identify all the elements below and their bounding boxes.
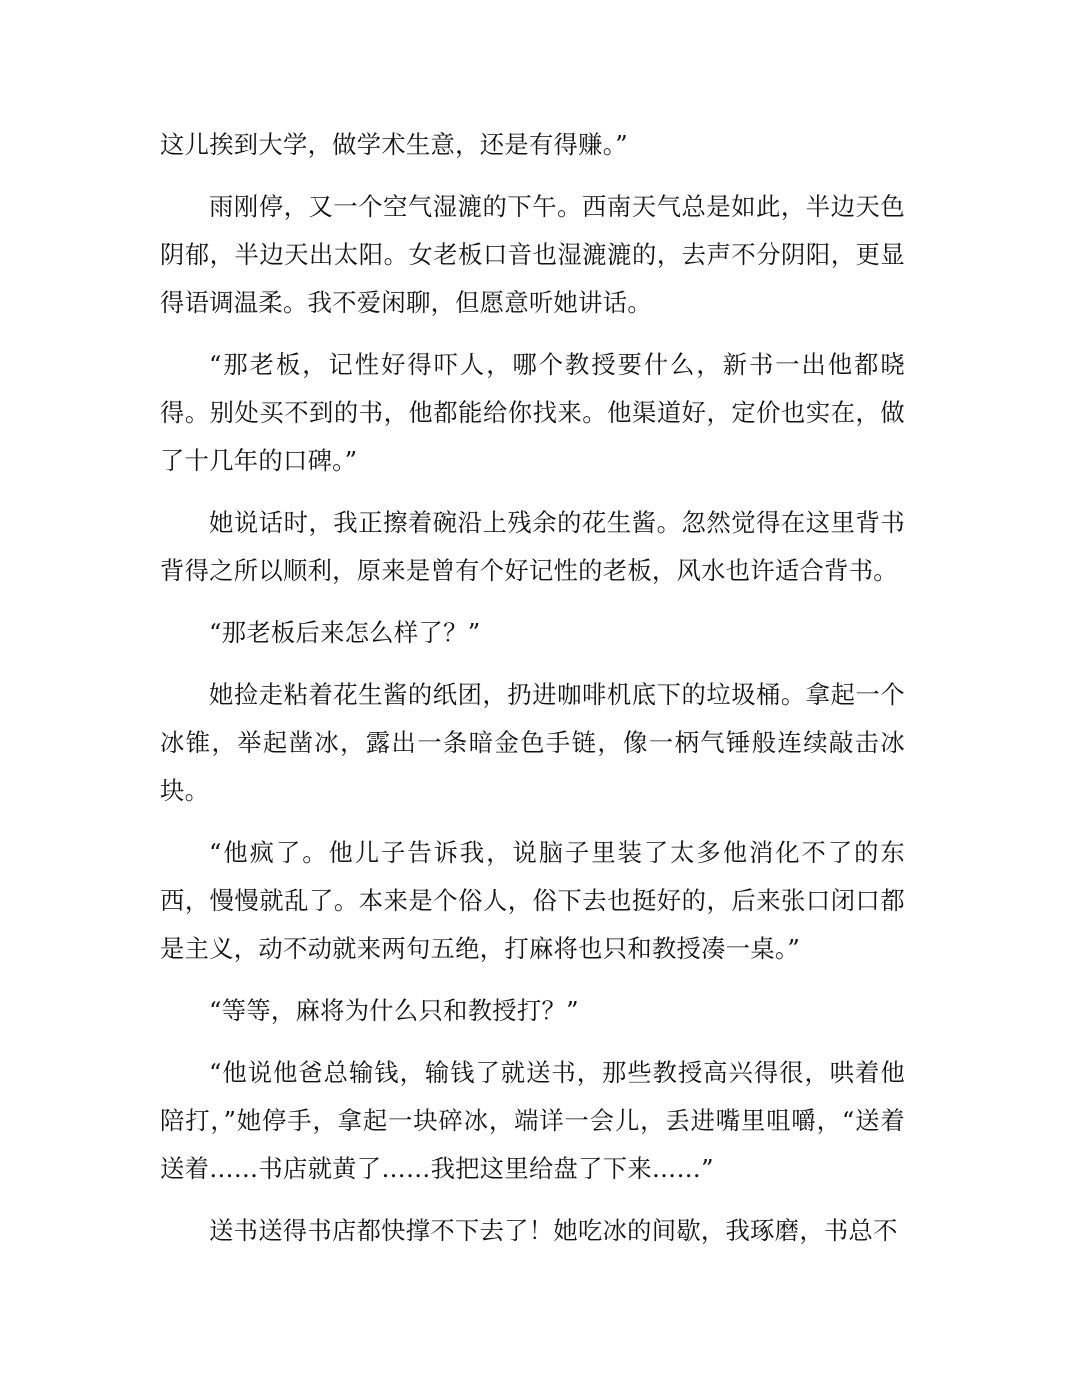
paragraph-8: “等等，麻将为什么只和教授打？” [209, 996, 579, 1025]
paragraph-9: “他说他爸总输钱，输钱了就送书，那些教授高兴得很，哄着他陪打，”她停手，拿起一块碎冰，端详一会儿，丢进嘴里咀嚼，“送着送着……书店就黄了……我把这里给盘了下来……” [160, 1058, 905, 1183]
paragraph-2: 雨刚停，又一个空气湿漉的下午。西南天气总是如此，半边天色阴郁，半边天出太阳。女老板口音也湿漉漉的，去声不分阴阳，更显得语调温柔。我不爱闲聊，但愿意听她讲话。 [160, 192, 905, 317]
paragraph-1: 这儿挨到大学，做学术生意，还是有得赚。” [160, 130, 628, 159]
paragraph-10: 送书送得书店都快撑不下去了！她吃冰的间歇，我琢磨，书总不 [209, 1216, 898, 1245]
paragraph-5: “那老板后来怎么样了？” [209, 618, 481, 647]
body-text [160, 121, 905, 1269]
paragraph-3: “那老板，记性好得吓人，哪个教授要什么，新书一出他都晓得。别处买不到的书，他都能给你找来。他渠道好，定价也实在，做了十几年的口碑。” [160, 350, 905, 475]
paragraph-6: 她捡走粘着花生酱的纸团，扔进咖啡机底下的垃圾桶。拿起一个冰锥，举起凿冰，露出一条暗金色手链，像一柄气锤般连续敲击冰块。 [160, 680, 905, 805]
paragraph-7: “他疯了。他儿子告诉我，说脑子里装了太多他消化不了的东西，慢慢就乱了。本来是个俗人，俗下去也挺好的，后来张口闭口都是主义，动不动就来两句五绝，打麻将也只和教授凑一桌。” [160, 838, 905, 963]
paragraph-4: 她说话时，我正擦着碗沿上残余的花生酱。忽然觉得在这里背书背得之所以顺利，原来是曾有个好记性的老板，风水也许适合背书。 [160, 508, 905, 585]
